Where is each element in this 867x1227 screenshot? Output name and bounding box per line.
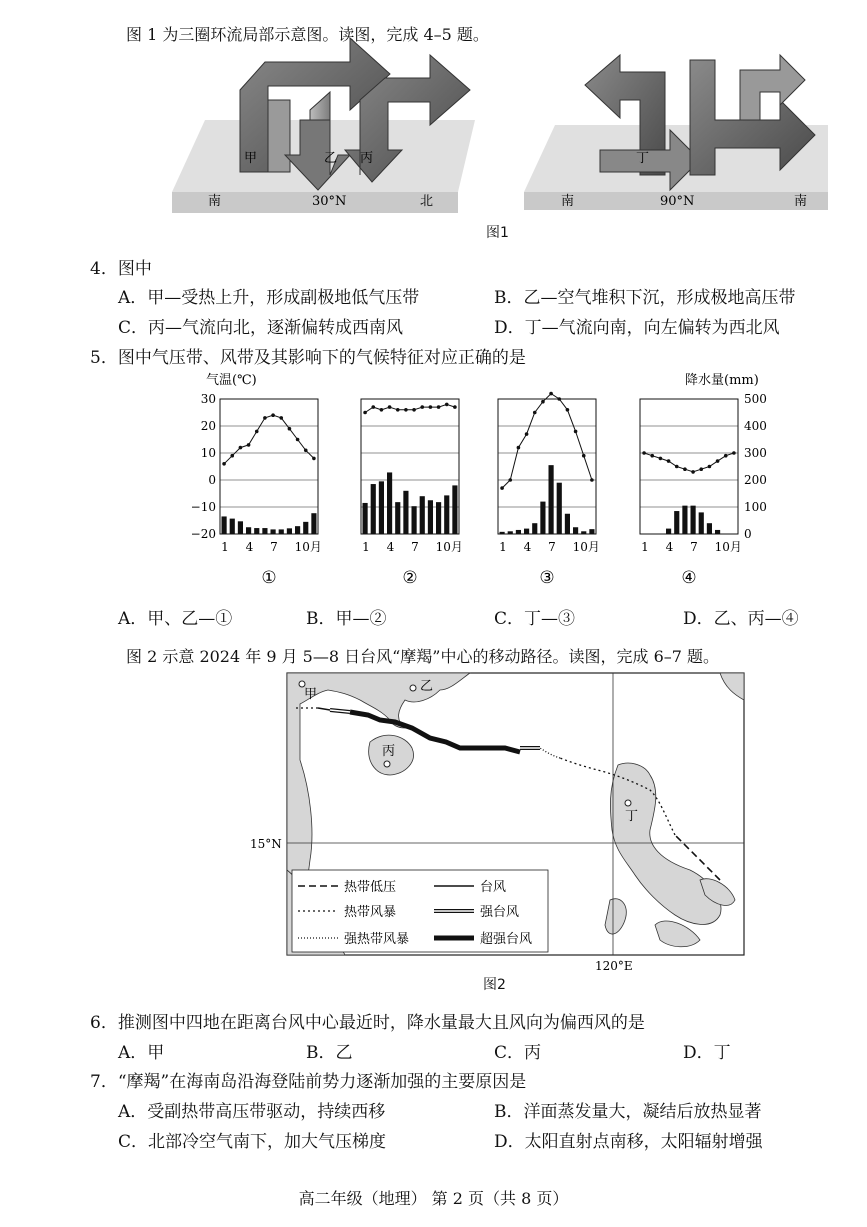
legend-sts: 强热带风暴 [344,932,410,947]
place-jia-label: 甲 [304,687,318,702]
temp-tick-label: −20 [190,527,216,541]
fig1-caption: 图1 [486,225,509,241]
q7-option-a[interactable]: A．受副热带高压带驱动，持续西移 [118,1102,386,1122]
fig2-caption: 图2 [483,977,506,993]
lat-label: 15°N [250,837,282,851]
q4-option-c[interactable]: C．丙—气流向北，逐渐偏转成西南风 [118,318,404,338]
place-yi-marker [410,685,416,691]
fig1-label-yi: 乙 [324,151,338,166]
q4-option-a[interactable]: A．甲—受热上升，形成副极地低气压带 [118,288,420,308]
legend-sty: 强台风 [480,905,520,920]
x-tick-label: 4 [386,540,395,554]
temp-tick-label: 20 [200,419,216,433]
temp-tick-label: 0 [208,473,216,487]
precip-tick-label: 500 [744,392,767,406]
q5-option-c[interactable]: C．丁—③ [494,609,576,629]
x-tick-label: 7 [270,540,278,554]
x-tick-label: 7 [548,540,556,554]
x-tick-label: 4 [665,540,674,554]
x-tick-label: 10月 [435,540,463,554]
chart-number-label: ④ [681,568,697,588]
precip-tick-label: 0 [744,527,752,541]
q7-stem: 7．“摩羯”在海南岛沿海登陆前势力逐渐加强的主要原因是 [90,1072,527,1092]
temp-tick-label: 10 [200,446,216,460]
chart-number-label: ② [402,568,418,588]
q5-option-a[interactable]: A．甲、乙—① [118,609,233,629]
q6-option-a[interactable]: A．甲 [118,1043,165,1063]
x-tick-label: 10月 [294,540,322,554]
x-tick-label: 10月 [572,540,600,554]
fig1-label-ding: 丁 [636,151,650,166]
fig1-right-south-right: 南 [794,194,808,209]
chart-number-label: ① [261,568,277,588]
q7-option-d[interactable]: D．太阳直射点南移，太阳辐射增强 [494,1132,763,1152]
fig1-intro: 图 1 为三圈环流局部示意图。读图，完成 4–5 题。 [126,25,489,44]
q6-option-c[interactable]: C．丙 [494,1043,542,1063]
fig1-left-lat: 30°N [312,194,347,209]
temp-tick-label: −10 [190,500,216,514]
x-tick-label: 1 [499,540,507,554]
q6-option-d[interactable]: D．丁 [683,1043,731,1063]
fig1-left-north: 北 [420,194,434,209]
q7-option-c[interactable]: C．北部冷空气南下，加大气压梯度 [118,1132,387,1152]
fig1-label-bing: 丙 [360,151,374,166]
x-tick-label: 7 [411,540,419,554]
fig1-right-south-left: 南 [561,194,575,209]
legend-super: 超强台风 [480,932,533,947]
legend-ty: 台风 [480,880,507,895]
temp-axis-label: 气温(℃) [206,373,257,388]
q5-option-b[interactable]: B．甲—② [306,609,387,629]
precip-tick-label: 200 [744,473,767,487]
fig1-right-lat: 90°N [660,194,695,209]
x-tick-label: 1 [362,540,370,554]
precip-axis-label: 降水量(mm) [685,373,759,388]
q7-option-b[interactable]: B．洋面蒸发量大，凝结后放热显著 [494,1102,762,1122]
place-ding-marker [625,800,631,806]
place-ding-label: 丁 [625,809,639,824]
fig2-intro: 图 2 示意 2024 年 9 月 5—8 日台风“摩羯”中心的移动路径。读图，完成 6–7 题。 [126,647,720,666]
precip-tick-label: 100 [744,500,767,514]
precip-tick-label: 300 [744,446,767,460]
page-footer: 高二年级（地理） 第 2 页（共 8 页） [298,1189,569,1208]
legend-ts: 热带风暴 [344,905,397,920]
precip-tick-label: 400 [744,419,767,433]
x-tick-label: 7 [690,540,698,554]
map-legend [292,870,548,952]
x-tick-label: 4 [245,540,254,554]
q4-option-d[interactable]: D．丁—气流向南，向左偏转为西北风 [494,318,780,338]
lon-label: 120°E [595,959,633,973]
place-bing-label: 丙 [382,744,396,759]
temp-tick-label: 30 [200,392,216,406]
q5-stem: 5．图中气压带、风带及其影响下的气候特征对应正确的是 [90,348,526,368]
place-bing-marker [384,761,390,767]
x-tick-label: 4 [523,540,532,554]
fig1-label-jia: 甲 [244,151,258,166]
q6-stem: 6．推测图中四地在距离台风中心最近时，降水量最大且风向为偏西风的是 [90,1013,645,1033]
fig1-left-south: 南 [208,194,222,209]
legend-td: 热带低压 [344,880,397,895]
x-tick-label: 1 [641,540,649,554]
x-tick-label: 10月 [714,540,742,554]
q5-option-d[interactable]: D．乙、丙—④ [683,609,799,629]
chart-number-label: ③ [539,568,555,588]
place-yi-label: 乙 [420,679,434,694]
q4-option-b[interactable]: B．乙—空气堆积下沉，形成极地高压带 [494,288,796,308]
x-tick-label: 1 [221,540,229,554]
q4-stem: 4．图中 [90,259,152,279]
q6-option-b[interactable]: B．乙 [306,1043,353,1063]
